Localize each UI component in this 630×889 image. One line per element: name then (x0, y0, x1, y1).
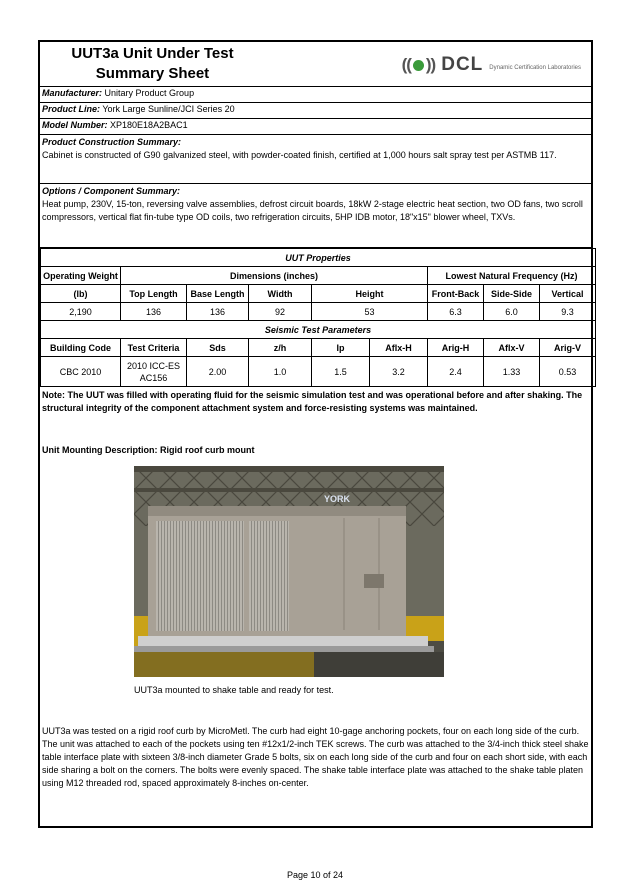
title-line-1: UUT3a Unit Under Test (71, 45, 234, 62)
seismic-caption: Seismic Test Parameters (41, 321, 596, 339)
criteria-line-2: AC156 (139, 372, 168, 383)
dcl-logo (402, 52, 581, 78)
col-aflx-h: Aflx-H (370, 339, 428, 357)
model-row (40, 119, 591, 135)
model-label: Model Number: (42, 120, 108, 130)
col-building-code: Building Code (41, 339, 121, 357)
value-ip: 1.5 (312, 357, 370, 387)
col-arig-h: Arig-H (428, 339, 484, 357)
col-sds: Sds (187, 339, 249, 357)
options-label: Options / Component Summary: (42, 186, 181, 196)
york-logo-text: YORK (324, 494, 351, 504)
logo-dot-icon (413, 60, 424, 71)
header (40, 42, 591, 87)
mounting-description: Unit Mounting Description: Rigid roof curb mount (42, 445, 255, 455)
value-base-length: 136 (187, 303, 249, 321)
summary-sheet (38, 40, 593, 828)
construction-value: Cabinet is constructed of G90 galvanized steel, with powder-coated finish, certified at 1,000 hours salt spray test per ASTMB 117. (42, 150, 557, 160)
col-front-back: Front-Back (428, 285, 484, 303)
criteria-line-1: 2010 ICC-ES (126, 360, 181, 371)
value-arig-v: 0.53 (540, 357, 596, 387)
title-line-2: Summary Sheet (95, 65, 210, 82)
value-top-length: 136 (121, 303, 187, 321)
value-aflx-v: 1.33 (484, 357, 540, 387)
weight-header: Operating Weight (41, 267, 121, 285)
uut-properties-caption: UUT Properties (41, 249, 596, 267)
value-test-criteria (121, 357, 187, 387)
unit-photo (134, 466, 444, 677)
unit-photo-graphic (134, 466, 444, 677)
mounting-paragraph: UUT3a was tested on a rigid roof curb by MicroMetl. The curb had eight 10-gage anchoring pockets, four on each long side of the curb. The unit was attached to each of the pockets using ten #12x1/2-inch TEK screws. The curb was attached to the 3/4-inch thick steel shake table interface plate with sixteen 3/8-inch diameter Grade 5 bolts, six on each long side of the curb and four on each short side, with each side sharing a bolt on the corners. The bolts were evenly spaced. The shake table interface plate was attached to the shake table platen using M12 threaded rod, spaced approximately 8-inches on-center. (42, 726, 589, 788)
value-side-side: 6.0 (484, 303, 540, 321)
col-zh: z/h (249, 339, 312, 357)
construction-label: Product Construction Summary: (42, 137, 182, 147)
dimensions-header: Dimensions (inches) (121, 267, 428, 285)
uut-properties-table (40, 248, 596, 387)
product-line-row (40, 103, 591, 119)
manufacturer-label: Manufacturer: (42, 88, 103, 98)
frequency-header: Lowest Natural Frequency (Hz) (428, 267, 596, 285)
col-vertical: Vertical (540, 285, 596, 303)
logo-subtitle: Dynamic Certification Laboratories (489, 65, 581, 71)
col-width: Width (249, 285, 312, 303)
note-text: Note: The UUT was filled with operating fluid for the seismic simulation test and was operational before and after shaking. The structural integrity of the component attachment system and force-resisting systems was maintained. (42, 390, 583, 413)
product-line-value: York Large Sunline/JCI Series 20 (102, 104, 235, 114)
col-side-side: Side-Side (484, 285, 540, 303)
col-ip: Ip (312, 339, 370, 357)
value-weight: 2,190 (41, 303, 121, 321)
manufacturer-row (40, 87, 591, 103)
value-vertical: 9.3 (540, 303, 596, 321)
logo-text: DCL (441, 54, 484, 75)
construction-row (40, 135, 591, 184)
value-building-code: CBC 2010 (41, 357, 121, 387)
value-arig-h: 2.4 (428, 357, 484, 387)
logo-paren-left: (( (401, 55, 411, 74)
product-line-label: Product Line: (42, 104, 100, 114)
value-front-back: 6.3 (428, 303, 484, 321)
photo-caption: UUT3a mounted to shake table and ready for test. (134, 685, 334, 695)
col-arig-v: Arig-V (540, 339, 596, 357)
value-zh: 1.0 (249, 357, 312, 387)
page-number: Page 10 of 24 (286, 870, 344, 880)
manufacturer-value: Unitary Product Group (104, 88, 195, 98)
model-value: XP180E18A2BAC1 (110, 120, 188, 130)
value-sds: 2.00 (187, 357, 249, 387)
col-base-length: Base Length (187, 285, 249, 303)
col-test-criteria: Test Criteria (121, 339, 187, 357)
value-height: 53 (312, 303, 428, 321)
value-width: 92 (249, 303, 312, 321)
options-value: Heat pump, 230V, 15-ton, reversing valve assemblies, defrost circuit boards, 18kW 2-stage electric heat section, two OD fans, two scroll compressors, vertical flat fin-tube type OD coils, two refrigeration circuits, 5HP IDB motor, 18"x15" blower wheel, TXVs. (42, 199, 583, 222)
logo-paren-right: )) (425, 55, 436, 74)
options-row (40, 184, 591, 248)
col-top-length: Top Length (121, 285, 187, 303)
col-aflx-v: Aflx-V (484, 339, 540, 357)
weight-unit: (lb) (41, 285, 121, 303)
col-height: Height (312, 285, 428, 303)
value-aflx-h: 3.2 (370, 357, 428, 387)
